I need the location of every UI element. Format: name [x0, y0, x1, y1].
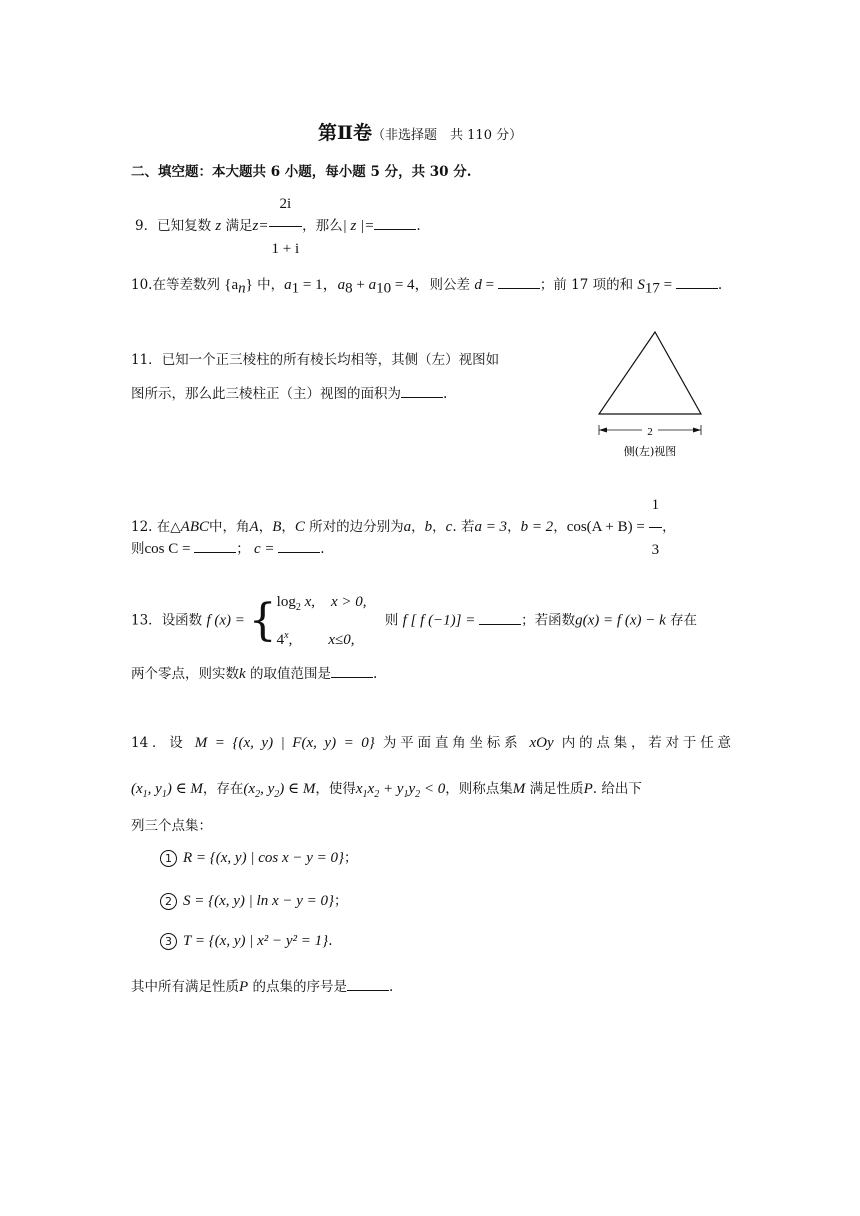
title-main: 第Ⅱ卷 [318, 122, 373, 144]
fraction: $\frac{2i}{1 + i}$ [269, 184, 303, 269]
question-13: 13．设函数 f (x) = { $\log_2 x$, x > 0, 4$^x$, x≤0, 则 f [ f (−1)] = ；若函数g(x) = f (x) − k 存在 [131, 588, 697, 648]
answer-blank[interactable] [676, 276, 718, 289]
dimension-label: 2 [647, 426, 653, 438]
question-14: 14．设 M = {(x, y) | F(x, y) = 0} 为平面直角坐标系 xOy 内的点集，若对于任意 [131, 735, 732, 751]
set-item-2: 2 S = {(x, y) | ln x − y = 0}； [160, 889, 348, 910]
set-item-1: 1 R = {(x, y) | cos x − y = 0}； [160, 846, 358, 867]
arrow-left-icon [599, 428, 607, 433]
question-14-line-2: ($x_1$, $y_1$) ∈ M，存在($x_2$, $y_2$) ∈ M，使得$x_1x_2 + y_1y_2 < 0$，则称点集M 满足性质P. 给出下 [131, 781, 642, 800]
figure-caption: 侧(左)视图 [623, 445, 677, 458]
title-subtitle: （非选择题 共 110 分） [372, 128, 523, 143]
answer-blank[interactable] [401, 385, 443, 398]
answer-blank[interactable] [479, 612, 521, 625]
question-14-line-3: 列三个点集： [131, 818, 212, 834]
piecewise-cases: $\log_2 x$, x > 0, 4$^x$, x≤0, [276, 594, 367, 648]
answer-blank[interactable] [331, 665, 373, 678]
piecewise-brace: { [248, 595, 277, 646]
answer-blank[interactable] [278, 540, 320, 553]
question-9: 9．已知复数 z 满足z= $\frac{2i}{1 + i}$ ，那么| z |= . [135, 184, 421, 269]
question-10: 10.在等差数列 $\{a_n\}$ 中，$a_1 = 1$，$a_8 + a_{10} = 4$，则公差 d = ；前 17 项的和 $S_{17}$ = . [131, 277, 723, 297]
circled-number-1-icon: 1 [160, 850, 177, 867]
side-view-figure [590, 328, 720, 468]
question-12: 12. 在△ABC中，角A，B，C 所对的边分别为a，b，c. 若a = 3，b = 2，cos(A + B) = $\frac{1}{3}$ ， [131, 485, 676, 570]
circled-number-2-icon: 2 [160, 893, 177, 910]
arrow-right-icon [693, 428, 701, 433]
triangle-shape [599, 332, 701, 414]
answer-blank[interactable] [498, 276, 540, 289]
question-11: 11．已知一个正三棱柱的所有棱长均相等，其侧（左）视图如 图所示，那么此三棱柱正（主）视图的面积为 . [131, 352, 500, 402]
question-12-line-2: 则cos C = ； c = . [131, 541, 325, 557]
question-14-last-line: 其中所有满足性质P 的点集的序号是 . [131, 979, 394, 995]
circled-number-3-icon: 3 [160, 933, 177, 950]
answer-blank[interactable] [374, 217, 416, 230]
section-heading: 二、填空题：本大题共 6 小题，每小题 5 分，共 30 分. [131, 164, 472, 180]
set-item-3: 3 T = {(x, y) | x² − y² = 1}. [160, 933, 332, 950]
answer-blank[interactable] [194, 540, 236, 553]
fraction: $\frac{1}{3}$ [649, 485, 663, 570]
question-13-line-2: 两个零点，则实数k 的取值范围是 . [131, 666, 378, 682]
page-title [318, 118, 522, 145]
answer-blank[interactable] [347, 978, 389, 991]
